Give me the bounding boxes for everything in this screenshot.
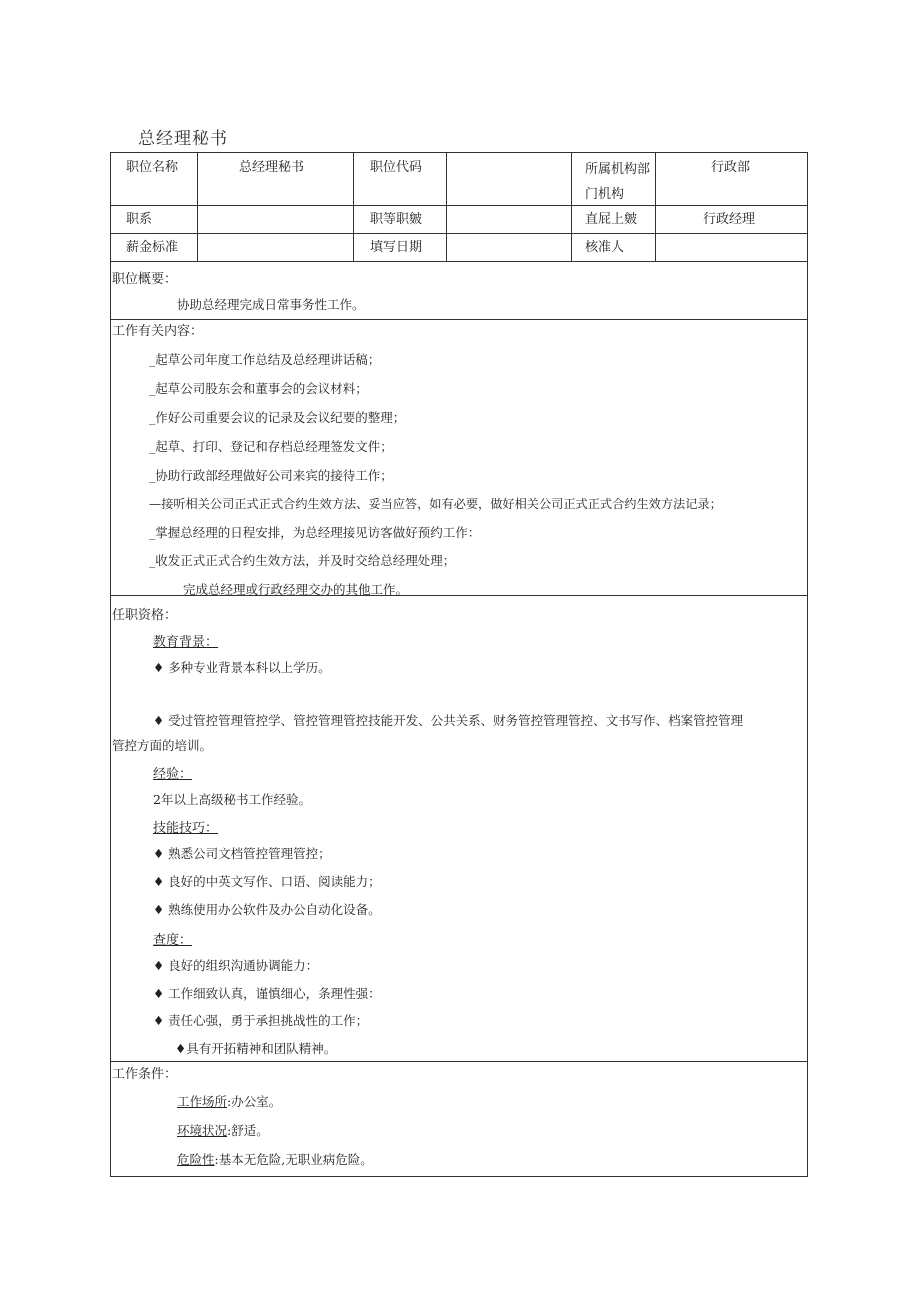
attitude-label: 查度： bbox=[153, 933, 193, 948]
condition-label: 危险性 bbox=[177, 1152, 215, 1167]
condition-label: 环境状况 bbox=[177, 1123, 228, 1138]
condition-label: 工作场所 bbox=[177, 1094, 228, 1109]
label-department-line2: 门机构 bbox=[585, 187, 625, 202]
duty-item: —接听相关公司正式正式合约生效方法、妥当应答，如有必要，做好相关公司正式正式合约生效方法记录； bbox=[149, 497, 722, 511]
qualifications-heading: 任职资格： bbox=[112, 608, 178, 623]
duty-item: _掌握总经理的日程安排，为总经理接见访客做好预约工作： bbox=[149, 525, 481, 540]
education-item: 管控方面的培训。 bbox=[112, 738, 213, 753]
label-grade: 职等职皴 bbox=[370, 212, 423, 227]
duty-item: _作好公司重要会议的记录及会议纪要的整理； bbox=[149, 410, 406, 425]
label-direct-supervisor: 直屁上皴 bbox=[585, 212, 638, 227]
experience-label: 经验： bbox=[153, 767, 193, 782]
skills-item: ♦ 熟悉公司文档管控管理管控； bbox=[153, 846, 331, 861]
skills-item: ♦ 良好的中英文写作、口语、阅读能力； bbox=[153, 874, 381, 889]
conditions-heading: 工作条件： bbox=[112, 1067, 178, 1082]
overview-heading: 职位概要： bbox=[112, 272, 178, 287]
attitude-item: ♦具有开拓精神和团队精神。 bbox=[175, 1041, 337, 1056]
education-label: 教育背景： bbox=[153, 635, 219, 650]
value-department: 行政部 bbox=[711, 160, 751, 175]
document-title: 总经理秘书 bbox=[138, 129, 228, 149]
duties-heading: 工作有关内容： bbox=[112, 324, 204, 339]
label-fill-date: 填写日期 bbox=[370, 240, 423, 255]
duty-item: _起草、打印、登记和存档总经理签发文件； bbox=[149, 439, 393, 454]
condition-hazard bbox=[177, 1150, 373, 1168]
value-position-name: 总经理秘书 bbox=[239, 160, 305, 175]
overview-text: 协助总经理完成日常事务性工作。 bbox=[177, 297, 365, 312]
condition-value: :基本无危险,无职业病危险。 bbox=[214, 1152, 373, 1167]
duty-item: _协助行政部经理做好公司来宾的接待工作； bbox=[149, 468, 393, 483]
label-position-name: 职位名称 bbox=[126, 160, 179, 175]
attitude-item: ♦ 责任心强，勇于承担挑战性的工作； bbox=[153, 1013, 369, 1028]
skills-label: 技能技巧： bbox=[153, 821, 219, 836]
condition-value: :办公室。 bbox=[227, 1094, 282, 1109]
experience-text: 2年以上高级秘书工作经验。 bbox=[153, 792, 311, 807]
duty-item: _收发正式正式合约生效方法，并及时交给总经理处理； bbox=[149, 553, 456, 568]
value-direct-supervisor: 行政经理 bbox=[703, 212, 756, 227]
condition-environment bbox=[177, 1121, 269, 1139]
skills-item: ♦ 熟练使用办公软件及办公自动化设备。 bbox=[153, 902, 381, 917]
attitude-item: ♦ 工作细致认真，谨慎细心，条理性强： bbox=[153, 986, 381, 1001]
label-department-line1: 所属机构部 bbox=[585, 162, 651, 177]
job-description-table bbox=[110, 152, 808, 1177]
condition-workplace bbox=[177, 1092, 281, 1110]
attitude-item: ♦ 良好的组织沟通协调能力： bbox=[153, 958, 319, 973]
duty-item: _起草公司年度工作总结及总经理讲话稿； bbox=[149, 352, 381, 367]
duty-item: 完成总经理或行政经理交办的其他工作。 bbox=[183, 582, 409, 597]
label-position-code: 职位代码 bbox=[370, 160, 423, 175]
education-item: ♦ 多种专业背景本科以上学历。 bbox=[153, 660, 331, 675]
label-approver: 核准人 bbox=[585, 240, 625, 255]
label-job-family: 职系 bbox=[126, 212, 153, 227]
condition-value: :舒适。 bbox=[227, 1123, 269, 1138]
duty-item: _起草公司股东会和董事会的会议材料； bbox=[149, 381, 368, 396]
education-item: ♦ 受过管控管理管控学、管控管理管控技能开发、公共关系、财务管控管理管控、文书写作、档案管控管理 bbox=[153, 713, 744, 728]
label-salary-standard: 薪金标准 bbox=[126, 240, 179, 255]
